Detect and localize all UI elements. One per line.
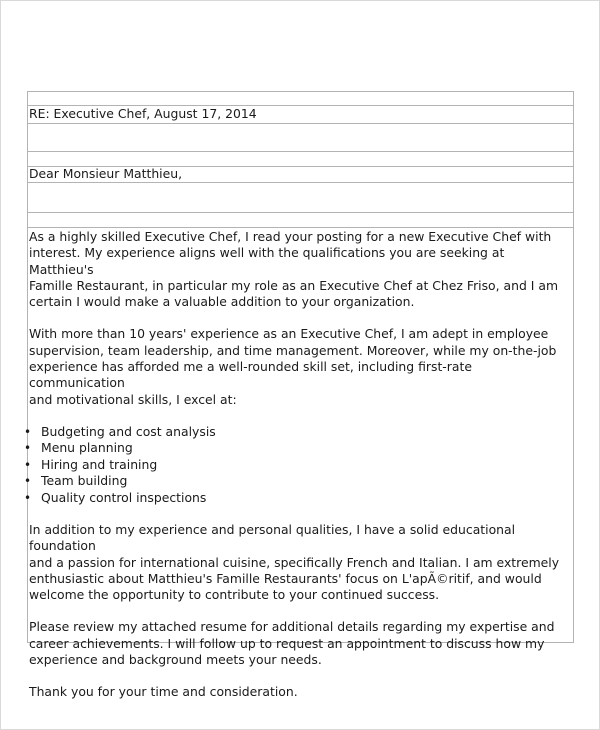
blank-row bbox=[28, 182, 573, 213]
bullet-icon: • bbox=[24, 490, 32, 505]
paragraph-intro: As a highly skilled Executive Chef, I read your posting for a new Executive Chef with interest. My experience aligns well with the qualifications you are seeking at Matthieu's Famille Restaurant, in particular my role as an Executive Chef at Chez Friso, and I am certain I would make a valuable addition to your organization. bbox=[29, 229, 559, 310]
blank-row bbox=[28, 123, 573, 152]
subject-row bbox=[28, 105, 573, 124]
skill-label: Budgeting and cost analysis bbox=[41, 423, 216, 439]
letter-sheet bbox=[24, 91, 574, 700]
bullet-icon: • bbox=[24, 424, 32, 439]
skill-label: Hiring and training bbox=[41, 456, 158, 472]
skill-label: Quality control inspections bbox=[41, 489, 207, 505]
blank-row bbox=[28, 212, 573, 228]
list-item bbox=[24, 456, 569, 473]
bullet-icon: • bbox=[24, 474, 32, 489]
skill-label: Team building bbox=[41, 473, 128, 489]
blank-row bbox=[28, 92, 573, 106]
list-item bbox=[24, 489, 569, 506]
skills-list bbox=[24, 423, 569, 506]
paragraph-experience: With more than 10 years' experience as an Executive Chef, I am adept in employee supervision, team leadership, and time management. Moreover, while my on-the-job experience has afforded me a well-rounded skill set, including first-rate communication and motivational skills, I excel at: bbox=[29, 326, 557, 407]
closing-line: Thank you for your time and consideration. bbox=[29, 684, 298, 700]
paragraph-education: In addition to my experience and personal qualities, I have a solid educational foundation and a passion for international cuisine, specifically French and Italian. I am extremely enthusiastic about Matthieu's Famille Restaurants' focus on L'apÃ©ritif, and would welcome the opportunity to contribute to your continued success. bbox=[29, 521, 560, 603]
letter-body bbox=[24, 229, 569, 701]
subject-line: RE: Executive Chef, August 17, 2014 bbox=[29, 106, 257, 121]
list-item bbox=[24, 423, 569, 440]
paragraph-followup: Please review my attached resume for additional details regarding my expertise and career achievements. I will follow up to request an appointment to discuss how my experience and background meets your needs. bbox=[29, 619, 555, 667]
blank-row bbox=[28, 151, 573, 167]
list-item bbox=[24, 440, 569, 456]
list-item bbox=[24, 473, 569, 489]
salutation: Dear Monsieur Matthieu, bbox=[29, 166, 183, 181]
bullet-icon: • bbox=[24, 441, 32, 456]
bullet-icon: • bbox=[24, 457, 32, 472]
salutation-row bbox=[28, 166, 573, 183]
skill-label: Menu planning bbox=[41, 440, 133, 456]
